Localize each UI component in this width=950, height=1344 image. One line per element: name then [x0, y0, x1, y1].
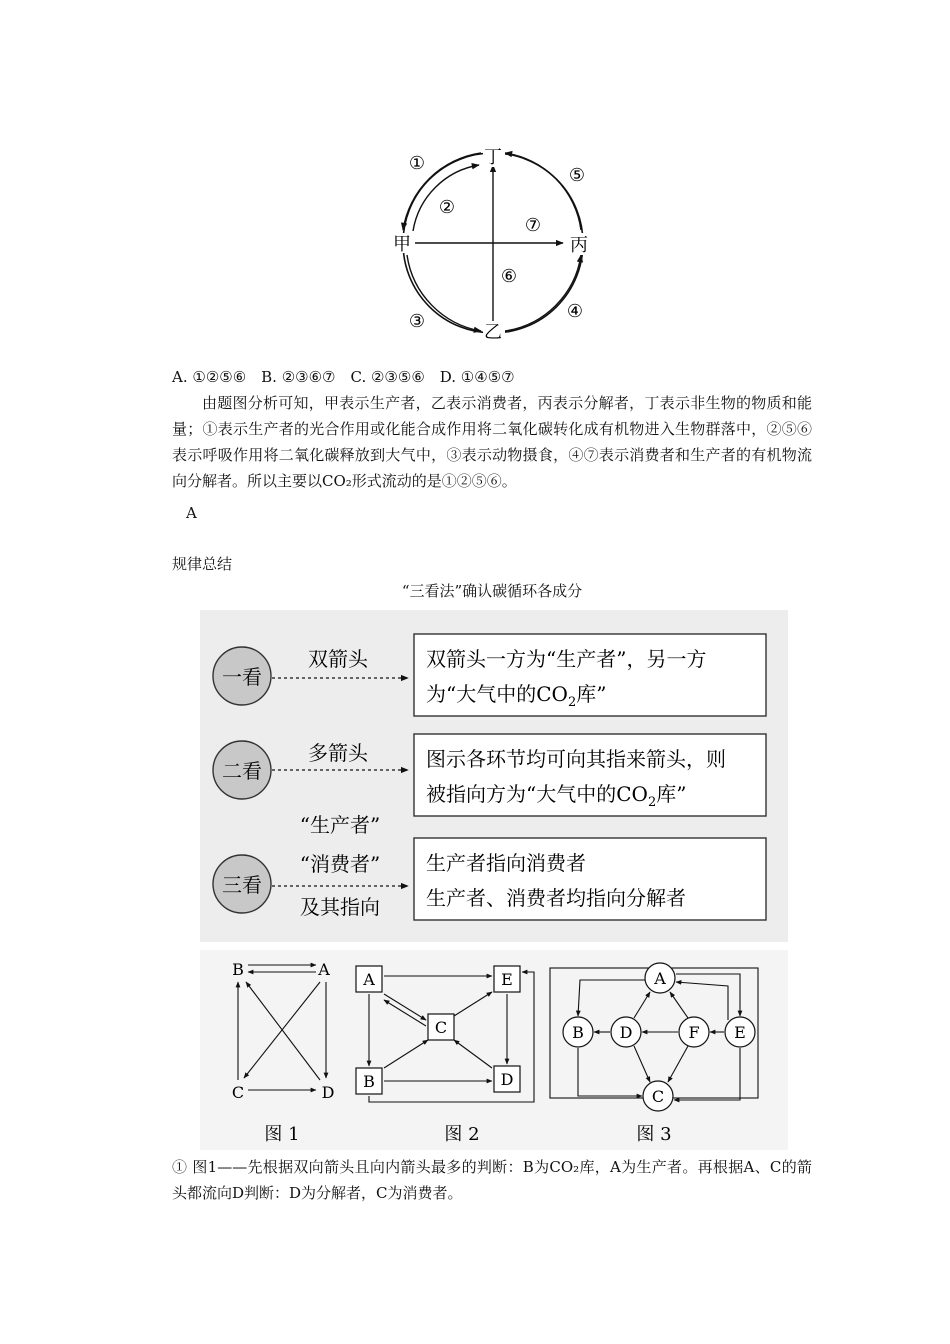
summary-heading: 规律总结	[172, 555, 233, 573]
question-options: A. ①②⑤⑥ B. ②③⑥⑦ C. ②③⑤⑥ D. ①④⑤⑦	[172, 368, 515, 386]
explanation-paragraph: ① 图1——先根据双向箭头且向内箭头最多的判断：B为CO₂库，A为生产者。再根据A、C的箭头都流向D判断：D为分解者，C为消费者。	[172, 1158, 812, 1202]
label-1: ①	[408, 153, 426, 174]
box-look-1-line1: 双箭头一方为“生产者”，另一方	[426, 647, 707, 671]
fig1-node-D: D	[321, 1083, 335, 1102]
fig3-node-B: B	[572, 1023, 584, 1042]
node-yi: 乙	[484, 322, 502, 343]
question-analysis: 由题图分析可知，甲表示生产者，乙表示消费者，丙表示分解者，丁表示非生物的物质和能量；①表示生产者的光合作用或化能合成作用将二氧化碳转化成有机物进入生物群落中，②⑤⑥表示呼吸作用将二氧化碳释放到大气中，③表示动物摄食，④⑦表示消费者和生产者的有机物流向分解者。所以主要以CO₂形式流动的是①②⑤⑥。	[172, 394, 812, 490]
node-ding: 丁	[484, 147, 502, 168]
fig3-node-F: F	[688, 1023, 700, 1042]
fig1-caption: 图 1	[264, 1124, 300, 1145]
fig1-node-B: B	[232, 960, 244, 979]
arrow-look-3-label-1: “生产者”	[299, 813, 381, 837]
fig3-node-D: D	[619, 1023, 633, 1042]
carbon-cycle-figure	[385, 135, 605, 360]
fig1-node-C: C	[231, 1083, 245, 1102]
arrow-look-3-label-2: “消费者”	[299, 852, 381, 876]
box-look-3-line2: 生产者、消费者均指向分解者	[426, 886, 686, 910]
fig3-caption: 图 3	[636, 1124, 672, 1145]
fig2-caption: 图 2	[444, 1124, 480, 1145]
fig3-node-C: C	[651, 1087, 665, 1106]
node-bing: 丙	[570, 235, 588, 256]
circle-look-2-label: 二看	[222, 759, 262, 783]
circle-look-1-label: 一看	[222, 665, 262, 689]
summary-title: “三看法”确认碳循环各成分	[401, 582, 583, 600]
fig2-node-D: D	[500, 1070, 514, 1089]
box-look-2-line2: 被指向方为“大气中的$CO_2$库”	[426, 782, 687, 810]
arrow-look-1-label: 双箭头	[308, 647, 368, 671]
arrow-look-2-label: 多箭头	[308, 741, 368, 765]
label-3: ③	[408, 311, 426, 332]
label-7: ⑦	[524, 215, 542, 236]
circle-look-3-label: 三看	[222, 873, 262, 897]
three-look-method-figure	[200, 610, 788, 942]
node-jia: 甲	[393, 234, 411, 255]
question-answer: A	[186, 504, 197, 522]
box-look-3-line1: 生产者指向消费者	[426, 851, 586, 875]
fig3-node-E: E	[734, 1023, 746, 1042]
box-look-2-line1: 图示各环节均可向其指来箭头，则	[426, 747, 726, 771]
fig2-node-A: A	[363, 970, 375, 989]
label-2: ②	[438, 197, 456, 218]
label-5: ⑤	[568, 165, 586, 186]
example-figures	[200, 950, 788, 1150]
fig2-node-B: B	[363, 1072, 375, 1091]
label-4: ④	[566, 301, 584, 322]
label-6: ⑥	[500, 266, 518, 287]
box-look-1-line2: 为“大气中的$CO_2$库”	[426, 682, 607, 710]
arrow-look-3-label-3: 及其指向	[300, 895, 380, 919]
fig2-node-C: C	[434, 1018, 448, 1037]
fig1-node-A: A	[318, 960, 330, 979]
fig2-node-E: E	[501, 970, 513, 989]
fig3-node-A: A	[654, 969, 666, 988]
